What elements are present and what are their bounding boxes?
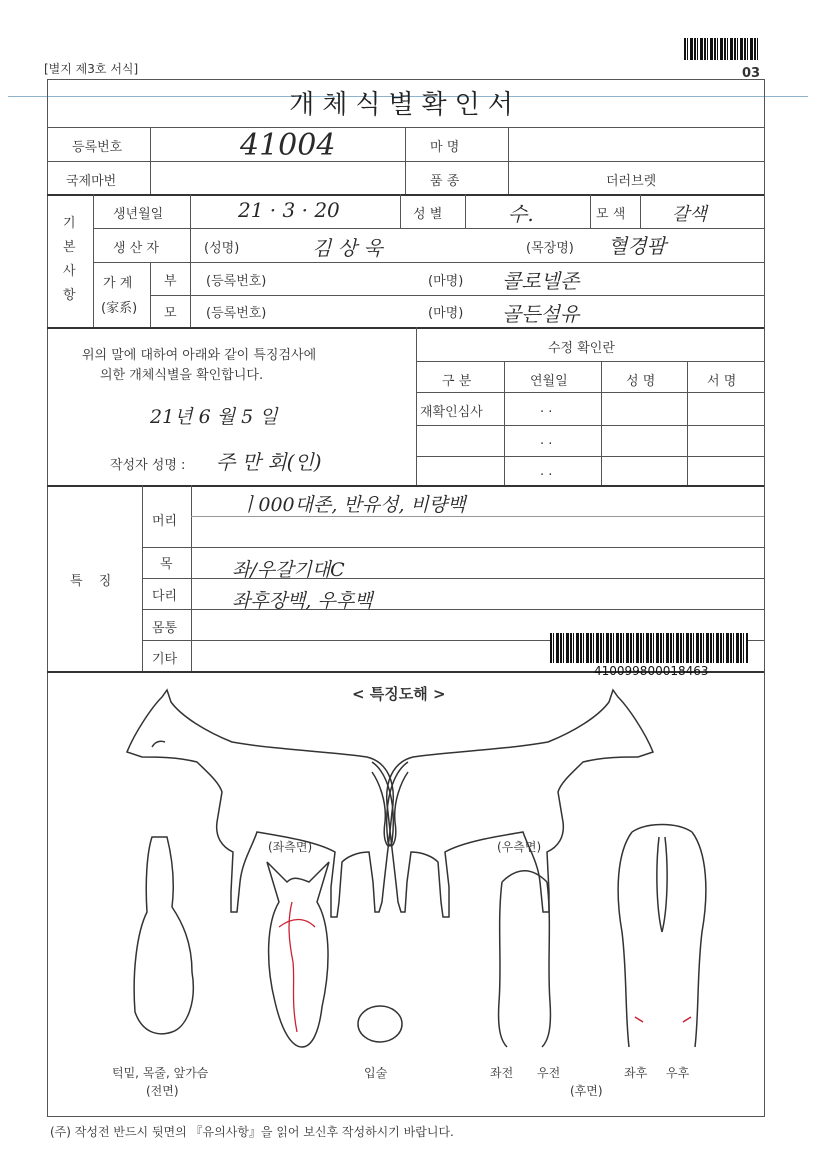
- correction-header-type: 구 분: [442, 374, 472, 389]
- lips-caption: 입술: [364, 1066, 388, 1080]
- sticker-barcode: [550, 633, 748, 663]
- statement-line-1: 위의 말에 대하여 아래와 같이 특징검사에: [82, 348, 317, 363]
- reg-no-value: 41004: [240, 128, 336, 163]
- front-right-caption: 우전: [537, 1066, 561, 1080]
- color-value: 갈색: [672, 204, 707, 225]
- horse-name-label: 마 명: [430, 140, 460, 155]
- head-front-view: [267, 862, 329, 1047]
- correction-title: 수정 확인란: [548, 341, 615, 356]
- correction-header-sign: 서 명: [707, 374, 737, 389]
- breed-label: 품 종: [430, 174, 460, 189]
- neck-label: 목: [160, 557, 173, 572]
- head-value: ㅣ000대존, 반유성, 비량백: [240, 494, 466, 516]
- neck-value: 좌/우갈기대C: [232, 559, 345, 581]
- color-label: 모 색: [596, 207, 626, 222]
- left-side-horse: [127, 690, 393, 917]
- correction-row-date: . .: [540, 401, 553, 416]
- rear-right-caption: 우후: [666, 1066, 690, 1080]
- front-legs-view: [499, 871, 551, 1047]
- correction-row-type: 재확인심사: [420, 405, 483, 420]
- right-side-horse: [387, 690, 653, 917]
- left-side-caption: (좌측면): [268, 840, 313, 854]
- producer-name-value: 김 상 욱: [312, 236, 383, 260]
- ranch-value: 혈경팜: [608, 234, 666, 258]
- correction-header-name: 성 명: [626, 374, 656, 389]
- sire-name-label: (마명): [428, 274, 464, 289]
- body-label: 몸통: [152, 621, 178, 636]
- document-title: 개체식별확인서: [289, 90, 521, 120]
- author-value: 주 만 회(인): [216, 450, 322, 474]
- sex-label: 성 별: [413, 207, 443, 222]
- right-side-caption: (우측면): [497, 840, 542, 854]
- rear-left-caption: 좌후: [624, 1066, 648, 1080]
- birth-label: 생년월일: [113, 207, 164, 222]
- pedigree-label: 가 계: [103, 276, 133, 291]
- statement-line-2: 의한 개체식별을 확인합니다.: [100, 368, 264, 383]
- rear-view-caption: (후면): [570, 1084, 603, 1098]
- sire-label: 부: [164, 274, 177, 289]
- top-barcode: [684, 38, 760, 60]
- etc-label: 기타: [152, 652, 178, 667]
- correction-row-date: . .: [540, 464, 553, 479]
- basic-section-label: 기 본 사 항: [63, 216, 76, 303]
- sire-name-value: 콜로넬존: [502, 269, 580, 293]
- ranch-label: (목장명): [526, 241, 574, 256]
- front-left-caption: 좌전: [490, 1066, 514, 1080]
- footnote: (주) 작성전 반드시 뒷면의 『유의사항』을 읽어 보신후 작성하시기 바랍니다.: [50, 1125, 454, 1139]
- confirm-date: 21년 6 월 5 일: [150, 406, 278, 428]
- reg-no-label: 등록번호: [72, 140, 123, 155]
- intl-no-label: 국제마번: [66, 174, 117, 189]
- author-label: 작성자 성명 :: [110, 458, 186, 473]
- sex-value: 수.: [508, 202, 534, 226]
- correction-header-date: 연월일: [530, 374, 568, 389]
- features-section-label: 특 징: [70, 574, 118, 589]
- horse-diagram: [47, 672, 763, 1114]
- dam-label: 모: [164, 306, 177, 321]
- birth-value: 21 · 3 · 20: [238, 198, 340, 222]
- producer-name-label: (성명): [204, 241, 240, 256]
- dam-reg-label: (등록번호): [206, 306, 267, 321]
- sticker-barcode-number: 410099800018463: [594, 664, 709, 678]
- lips-view: [358, 1006, 402, 1042]
- pedigree-hanja: (家系): [101, 301, 138, 316]
- front-view-caption: (전면): [146, 1084, 179, 1098]
- legs-value: 좌후장백, 우후백: [232, 590, 373, 612]
- dam-name-value: 골든설유: [502, 302, 580, 326]
- breed-value: 더러브렛: [606, 174, 657, 189]
- rear-legs-view: [618, 825, 706, 1048]
- sire-reg-label: (등록번호): [206, 274, 267, 289]
- dam-name-label: (마명): [428, 306, 464, 321]
- legs-label: 다리: [152, 589, 178, 604]
- producer-label: 생 산 자: [113, 241, 159, 256]
- correction-row-date: . .: [540, 433, 553, 448]
- page-number: 03: [742, 66, 761, 81]
- form-reference: [별지 제3호 서식]: [44, 62, 139, 76]
- front-caption: 턱밑, 목줄, 앞가슴: [112, 1066, 209, 1080]
- diagram-title: < 특징도해 >: [352, 685, 446, 703]
- head-label: 머리: [152, 514, 178, 529]
- front-view-neck: [134, 837, 193, 1034]
